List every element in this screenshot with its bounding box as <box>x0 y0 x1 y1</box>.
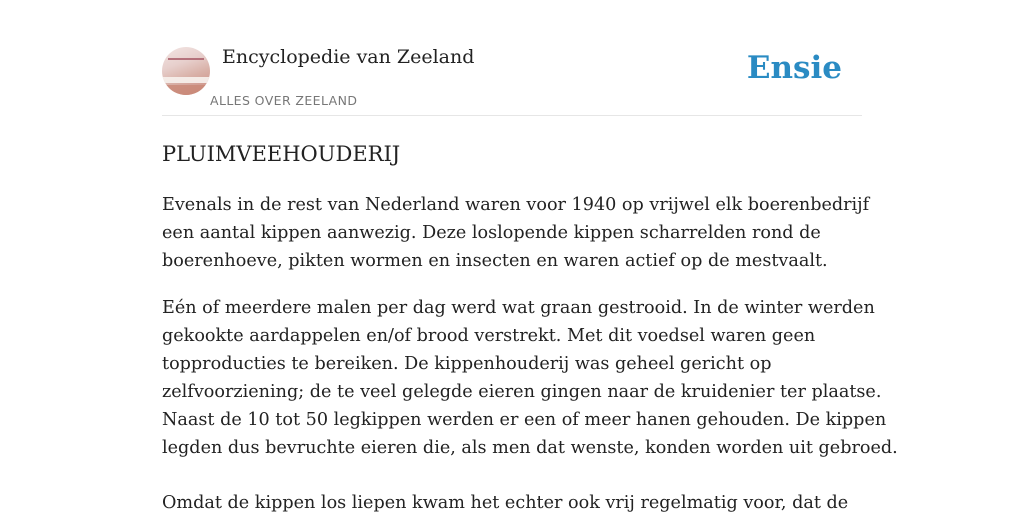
article-title: PLUIMVEEHOUDERIJ <box>162 142 401 166</box>
article <box>162 138 898 512</box>
site-header <box>162 40 862 116</box>
paragraph-line: een aantal kippen aanwezig. Deze loslopende kippen scharrelden rond de <box>162 223 821 243</box>
avatar-detail <box>168 58 204 60</box>
site-title-link[interactable]: Encyclopedie van Zeeland <box>222 46 475 68</box>
site-subtitle: ALLES OVER ZEELAND <box>210 93 358 108</box>
paragraph-line: Eén of meerdere malen per dag werd wat graan gestrooid. In de winter werden <box>162 298 875 318</box>
paragraph-line: topproducties te bereiken. De kippenhouderij was geheel gericht op <box>162 354 772 374</box>
paragraph-line: Evenals in de rest van Nederland waren voor 1940 op vrijwel elk boerenbedrijf <box>162 195 870 215</box>
ensie-logo-link[interactable]: Ensie <box>746 50 842 86</box>
article-paragraph-2 <box>162 294 898 462</box>
paragraph-line: zelfvoorziening; de te veel gelegde eieren gingen naar de kruidenier ter plaatse. <box>162 382 882 402</box>
article-paragraph-1 <box>162 191 870 275</box>
paragraph-line: Omdat de kippen los liepen kwam het echter ook vrij regelmatig voor, dat de <box>162 493 849 512</box>
avatar-detail <box>162 77 210 83</box>
avatar-detail <box>162 85 210 95</box>
paragraph-line: gekookte aardappelen en/of brood verstrekt. Met dit voedsel waren geen <box>162 326 816 346</box>
paragraph-line: boerenhoeve, pikten wormen en insecten en waren actief op de mestvaalt. <box>162 251 828 271</box>
article-paragraph-3 <box>162 489 866 512</box>
site-avatar[interactable] <box>162 47 210 95</box>
paragraph-line: Naast de 10 tot 50 legkippen werden er een of meer hanen gehouden. De kippen <box>162 410 887 430</box>
paragraph-line: legden dus bevruchte eieren die, als men dat wenste, konden worden uit gebroed. <box>162 438 898 458</box>
